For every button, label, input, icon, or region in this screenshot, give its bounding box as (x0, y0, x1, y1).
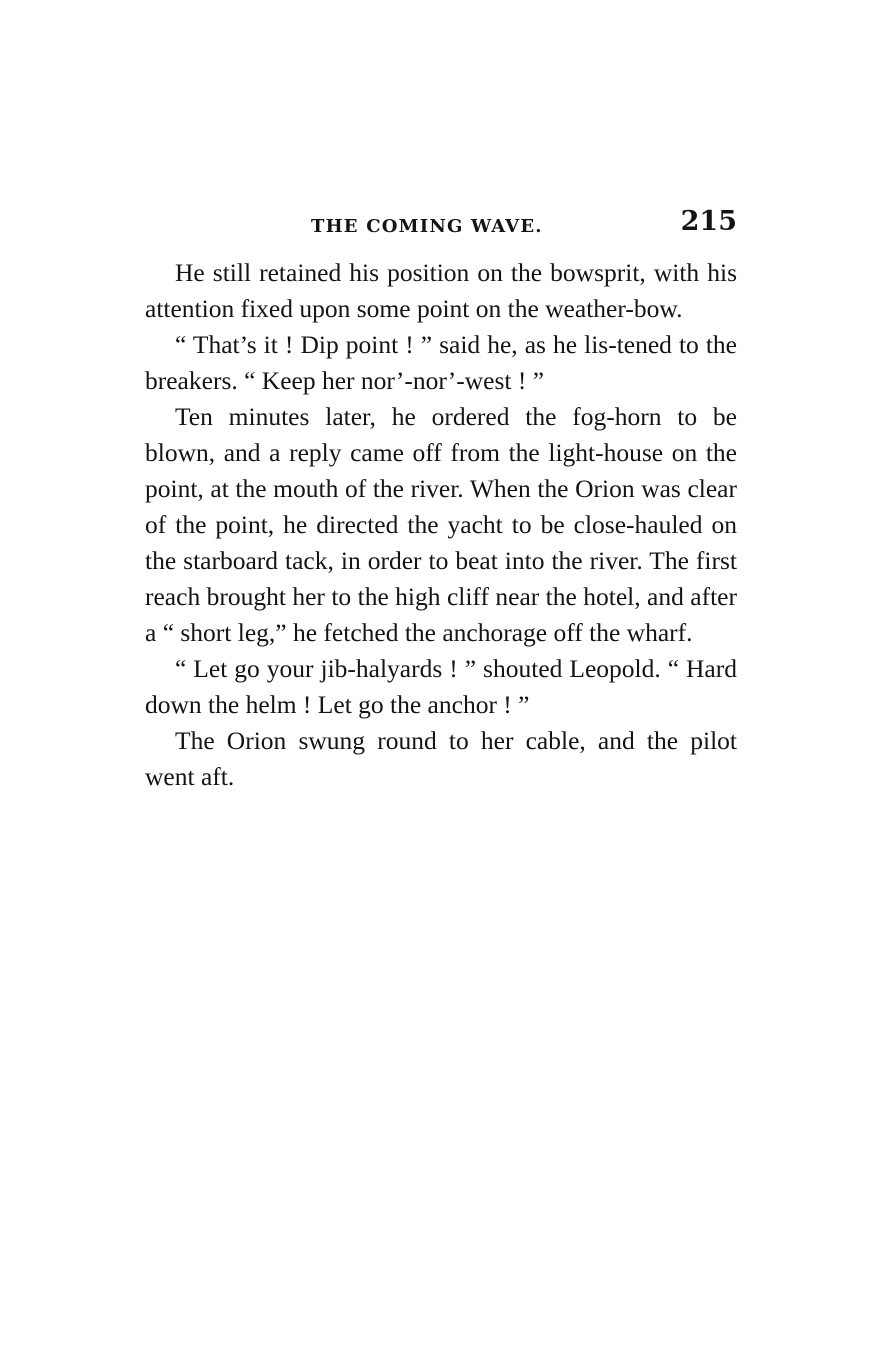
page-number: 215 (680, 206, 737, 237)
page-header (145, 206, 737, 242)
paragraph: “ Let go your jib-halyards ! ” shouted Leopold. “ Hard down the helm ! Let go the anchor ! ” (145, 654, 737, 719)
paragraph: Ten minutes later, he ordered the fog-horn to be blown, and a reply came off from the light-house on the point, at the mouth of the river. When the Orion was clear of the point, he directed the yacht to be close-hauled on the starboard tack, in order to beat into the river. The first reach brought her to the high cliff near the hotel, and after a “ short leg,” he fetched the anchorage off the wharf. (145, 402, 737, 647)
paragraph: He still retained his position on the bowsprit, with his attention fixed upon some point on the weather-bow. (145, 258, 737, 323)
body-text (145, 255, 737, 795)
paragraph: The Orion swung round to her cable, and the pilot went aft. (145, 726, 737, 791)
paragraph: “ That’s it ! Dip point ! ” said he, as he lis-tened to the breakers. “ Keep her nor’-nor’-west ! ” (145, 330, 737, 395)
running-head: THE COMING WAVE. (311, 216, 543, 237)
